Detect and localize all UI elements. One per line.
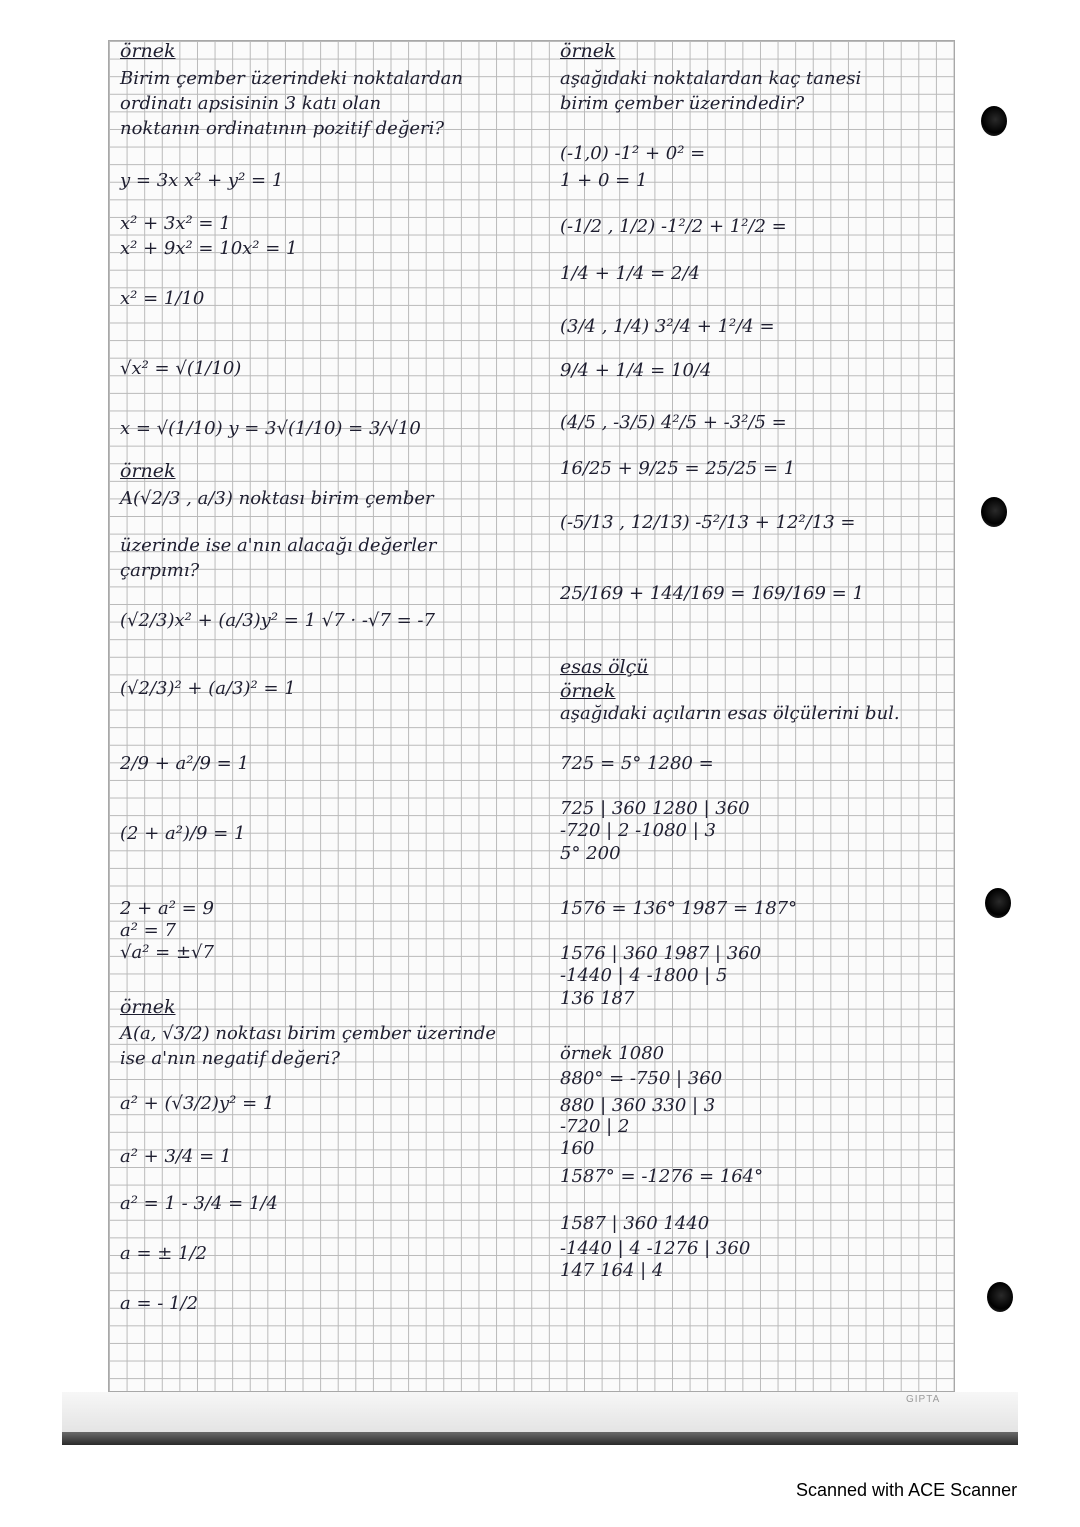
- right-note-line-23: 136 187: [560, 988, 635, 1009]
- right-note-line-15: aşağıdaki açıların esas ölçülerini bul.: [560, 703, 900, 724]
- left-note-line-24: a² + (√3/2)y² = 1: [120, 1093, 275, 1114]
- binder-hole-3: [985, 888, 1011, 918]
- left-note-line-22: A(a, √3/2) noktası birim çember üzerinde: [120, 1023, 496, 1044]
- binder-hole-1: [981, 106, 1007, 136]
- left-note-line-6: x² + 9x² = 10x² = 1: [120, 238, 298, 259]
- right-note-line-21: 1576 | 360 1987 | 360: [560, 943, 762, 964]
- left-note-line-23: ise a'nın negatif değeri?: [120, 1048, 340, 1069]
- right-note-line-18: -720 | 2 -1080 | 3: [560, 820, 716, 841]
- left-note-line-8: √x² = √(1/10): [120, 358, 242, 379]
- left-note-line-20: √a² = ±√7: [120, 942, 214, 963]
- left-note-line-15: (√2/3)² + (a/3)² = 1: [120, 678, 296, 699]
- right-note-line-13: esas ölçü: [560, 656, 649, 678]
- right-note-line-24: örnek 1080: [560, 1043, 665, 1064]
- right-note-line-20: 1576 = 136° 1987 = 187°: [560, 898, 798, 919]
- right-note-line-31: -1440 | 4 -1276 | 360: [560, 1238, 751, 1259]
- left-note-line-4: y = 3x x² + y² = 1: [120, 170, 284, 191]
- page-bottom-edge: [62, 1432, 1018, 1445]
- right-note-line-10: 16/25 + 9/25 = 25/25 = 1: [560, 458, 796, 479]
- left-note-line-25: a² + 3/4 = 1: [120, 1146, 232, 1167]
- left-note-line-16: 2/9 + a²/9 = 1: [120, 753, 249, 774]
- right-note-line-4: 1 + 0 = 1: [560, 170, 648, 191]
- right-note-line-17: 725 | 360 1280 | 360: [560, 798, 750, 819]
- left-note-line-18: 2 + a² = 9: [120, 898, 214, 919]
- left-note-line-0: örnek: [120, 40, 176, 62]
- scanner-watermark-text: Scanned with ACE Scanner: [796, 1480, 1018, 1500]
- right-note-line-2: birim çember üzerindedir?: [560, 93, 805, 114]
- right-note-line-11: (-5/13 , 12/13) -5²/13 + 12²/13 =: [560, 512, 856, 533]
- left-note-line-17: (2 + a²)/9 = 1: [120, 823, 246, 844]
- left-note-line-26: a² = 1 - 3/4 = 1/4: [120, 1193, 278, 1214]
- left-note-line-1: Birim çember üzerindeki noktalardan: [120, 68, 463, 89]
- left-note-line-27: a = ± 1/2: [120, 1243, 208, 1264]
- right-note-line-28: 160: [560, 1138, 595, 1159]
- left-note-line-9: x = √(1/10) y = 3√(1/10) = 3/√10: [120, 418, 421, 439]
- right-note-line-16: 725 = 5° 1280 =: [560, 753, 714, 774]
- right-note-line-1: aşağıdaki noktalardan kaç tanesi: [560, 68, 862, 89]
- paper-brand-label: GIPTA: [906, 1394, 941, 1405]
- right-note-line-0: örnek: [560, 40, 616, 62]
- right-note-line-9: (4/5 , -3/5) 4²/5 + -3²/5 =: [560, 412, 787, 433]
- right-note-line-12: 25/169 + 144/169 = 169/169 = 1: [560, 583, 864, 604]
- left-note-line-10: örnek: [120, 460, 176, 482]
- left-note-line-11: A(√2/3 , a/3) noktası birim çember: [120, 488, 434, 509]
- right-note-line-32: 147 164 | 4: [560, 1260, 664, 1281]
- left-note-line-2: ordinatı apsisinin 3 katı olan: [120, 93, 382, 114]
- left-note-line-5: x² + 3x² = 1: [120, 213, 231, 234]
- right-note-line-6: 1/4 + 1/4 = 2/4: [560, 263, 700, 284]
- left-note-line-13: çarpımı?: [120, 560, 200, 581]
- right-note-line-7: (3/4 , 1/4) 3²/4 + 1²/4 =: [560, 316, 775, 337]
- right-note-line-26: 880 | 360 330 | 3: [560, 1095, 716, 1116]
- left-note-line-19: a² = 7: [120, 920, 176, 941]
- right-note-line-14: örnek: [560, 680, 616, 702]
- left-note-line-21: örnek: [120, 996, 176, 1018]
- right-note-line-3: (-1,0) -1² + 0² =: [560, 143, 706, 164]
- right-note-line-19: 5° 200: [560, 843, 621, 864]
- right-note-line-27: -720 | 2: [560, 1116, 630, 1137]
- left-note-line-3: noktanın ordinatının pozitif değeri?: [120, 118, 444, 139]
- left-note-line-12: üzerinde ise a'nın alacağı değerler: [120, 535, 437, 556]
- right-note-line-8: 9/4 + 1/4 = 10/4: [560, 360, 712, 381]
- left-note-line-14: (√2/3)x² + (a/3)y² = 1 √7 · -√7 = -7: [120, 610, 435, 631]
- right-note-line-5: (-1/2 , 1/2) -1²/2 + 1²/2 =: [560, 216, 787, 237]
- binder-hole-4: [987, 1282, 1013, 1312]
- right-note-line-29: 1587° = -1276 = 164°: [560, 1166, 764, 1187]
- left-note-line-7: x² = 1/10: [120, 288, 205, 309]
- right-note-line-22: -1440 | 4 -1800 | 5: [560, 965, 728, 986]
- left-note-line-28: a = - 1/2: [120, 1293, 199, 1314]
- binder-hole-2: [981, 497, 1007, 527]
- right-note-line-30: 1587 | 360 1440: [560, 1213, 710, 1234]
- right-note-line-25: 880° = -750 | 360: [560, 1068, 723, 1089]
- page-shadow: [62, 1392, 1018, 1432]
